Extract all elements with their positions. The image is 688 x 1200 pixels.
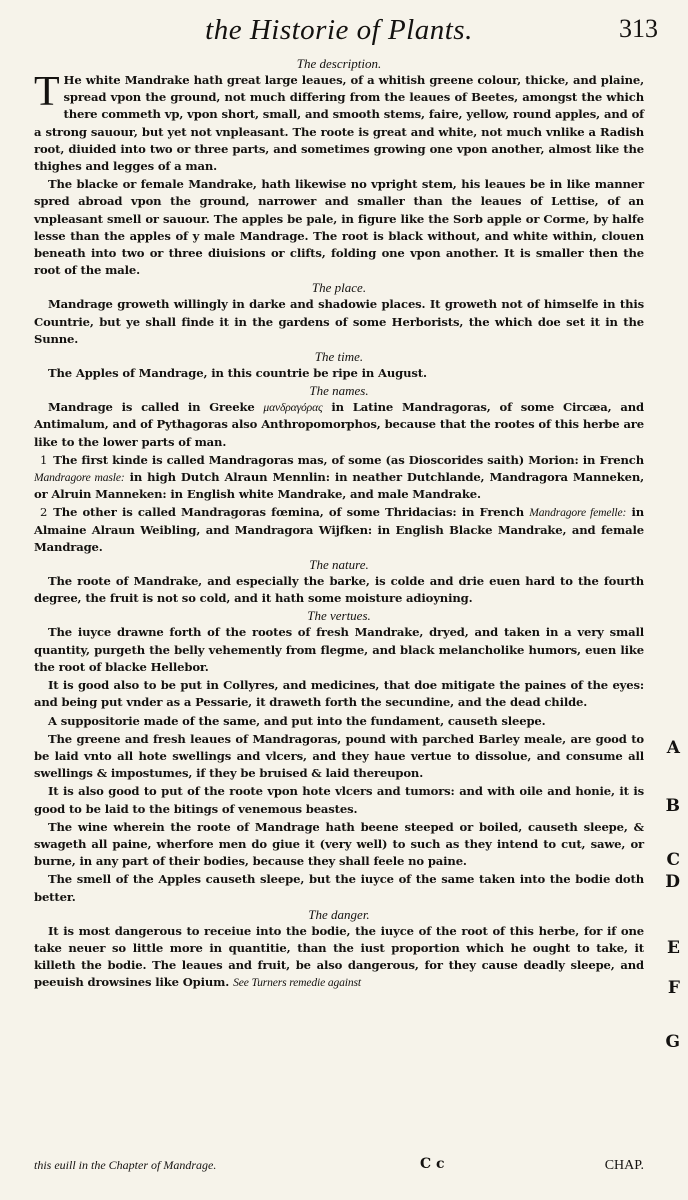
nature-paragraph: The roote of Mandrake, and especially the barke, is colde and drie euen hard to the fourth degree, the fruit is not so cold, and it hath some moisture adioyning. — [34, 574, 644, 606]
page-body — [34, 56, 644, 992]
item-number: 1 — [40, 452, 48, 467]
place-paragraph: Mandrage groweth willingly in darke and shadowie places. It groweth not of himselfe in this Countrie, but ye shall finde it in the gardens of some Herborists, the which doe set it in the Sunne. — [34, 297, 644, 346]
danger-cross-reference: See Turners remedie against — [233, 976, 361, 990]
danger-text: It is most dangerous to receiue into the bodie, the iuyce of the root of this herbe, for if one take neuer so little more in quantitie, than the iust proportion which he ought to take, it killeth the bodie. The leaues and fruit, be also dangerous, for they cause deadly sleepe, and peeuish drowsines like Opium. — [34, 923, 644, 990]
names-item-2 — [34, 504, 644, 556]
page-number: 313 — [619, 14, 658, 43]
description-paragraph-1-text: He white Mandrake hath great large leaues, of a whitish greene colour, thicke, and plaine, spread vpon the ground, not much differing from the leaues of Beetes, amongst the which there commeth vp, vpon short, small, and smooth stems, faire, yellow, round apples, and of a strong sauour, but yet not vnpleasant. The roote is great and white, not much vnlike a Radish root, diuided into two or three parts, and sometimes growing one vpon another, almost like the thighes and legges of a man. — [34, 73, 644, 174]
time-paragraph: The Apples of Mandrage, in this countrie be ripe in August. — [48, 366, 427, 381]
vertues-paragraph-c: A suppositorie made of the same, and put into the fundament, causeth sleepe. — [48, 713, 546, 728]
vertues-paragraph-b: It is good also to be put in Collyres, and medicines, that doe mitigate the paines of the eyes: and being put vnder as a Pessarie, it draweth forth the secundine, and the dead childe. — [34, 678, 644, 710]
vertues-paragraph-d: The greene and fresh leaues of Mandragoras, pound with parched Barley meale, are good to be laid vnto all hote swellings and vlcers, and they haue vertue to dissolue, and consume all swellings & impostumes, if they be bruised & laid thereupon. — [34, 731, 644, 781]
vertues-paragraph-g: The smell of the Apples causeth sleepe, but the iuyce of the same taken into the bodie doth better. — [34, 872, 644, 904]
margin-letter-d: D — [665, 872, 680, 892]
section-heading-description: The description. — [296, 56, 382, 71]
names-item-2-text-b: in Almaine Alraun Weibling, and Mandragora Wijfken: in English Blacke Mandrake, and female Mandrage. — [34, 505, 644, 554]
vertues-paragraph-a: The iuyce drawne forth of the rootes of fresh Mandrake, dryed, and taken in a very small quantity, purgeth the belly vehemently from flegme, and black melancholike humors, euen like the root of blacke Hellebor. — [34, 625, 644, 674]
names-item-1-text-a: The first kinde is called Mandragoras mas, of some (as Dioscorides saith) Morion: in French — [53, 452, 644, 467]
description-paragraph-2: The blacke or female Mandrake, hath likewise no vpright stem, his leaues be in like manner spred abroad vpon the ground, narrower and smaller than the leaues of Lettise, of an vnpleasant smell or sauour. The apples be pale, in figure like the Sorb apple or Corme, by halfe lesse than the apples of y male Mandrage. The root is black without, and white within, clouen beneath into two or three diuisions or clifts, folding one vpon another. It is smaller then the root of the male. — [34, 177, 644, 278]
section-heading-danger: The danger. — [308, 906, 370, 922]
footer-note: this euill in the Chapter of Mandrage. — [34, 1158, 217, 1172]
vertues-paragraph-f: The wine wherein the roote of Mandrage hath beene steeped or boiled, causeth sleepe, & swageth all paine, wherfore men do giue it (very well) to such as they intend to cut, sawe, or burne, in any part of their bodies, because they shall feele no paine. — [34, 819, 644, 869]
names-item-1-french: Mandragore masle: — [34, 471, 125, 485]
running-head — [34, 8, 658, 56]
section-heading-place: The place. — [311, 280, 367, 296]
section-heading-vertues: The vertues. — [307, 608, 371, 624]
catchword: CHAP. — [604, 1158, 644, 1173]
description-paragraph-1 — [34, 69, 644, 175]
signature-mark: C c — [420, 1156, 445, 1172]
margin-letter-b: B — [665, 796, 680, 816]
section-heading-names: The names. — [309, 383, 369, 399]
greek-word: μανδραγόρας — [263, 401, 323, 415]
margin-letter-c: C — [666, 850, 680, 870]
names-text-b: in Latine Mandragoras, of some Circæa, and Antimalum, and of Pythagoras also Anthropomorphos, because that the rootes of this herbe are like to the lower parts of man. — [34, 400, 644, 449]
running-title: the Historie of Plants. — [205, 14, 473, 46]
section-heading-nature: The nature. — [309, 557, 369, 573]
names-item-2-french: Mandragore femelle: — [529, 506, 627, 520]
section-heading-time: The time. — [314, 349, 364, 365]
names-paragraph — [34, 399, 644, 451]
page-footer — [34, 1158, 644, 1178]
names-item-1-text-b: in high Dutch Alraun Mennlin: in neather Dutchlande, Mandragora Manneken, or Alruin Manneken: in English white Mandrake, and male Mandrake. — [34, 470, 645, 502]
margin-letter-e: E — [667, 938, 680, 958]
margin-letter-f: F — [667, 978, 680, 998]
danger-paragraph — [34, 923, 644, 992]
item-number: 2 — [40, 505, 48, 520]
margin-letter-g: G — [665, 1032, 680, 1052]
names-item-2-text-a: The other is called Mandragoras fœmina, of some Thridacias: in French — [53, 505, 525, 520]
vertues-paragraph-e: It is also good to put of the roote vpon hote vlcers and tumors: and with oile and honie, it is good to be laid to the bitings of venemous beastes. — [34, 784, 644, 816]
margin-letter-a: A — [666, 738, 680, 758]
drop-capital: T — [34, 69, 60, 115]
names-item-1 — [34, 452, 644, 504]
names-text-a: Mandrage is called in Greeke — [48, 400, 255, 415]
